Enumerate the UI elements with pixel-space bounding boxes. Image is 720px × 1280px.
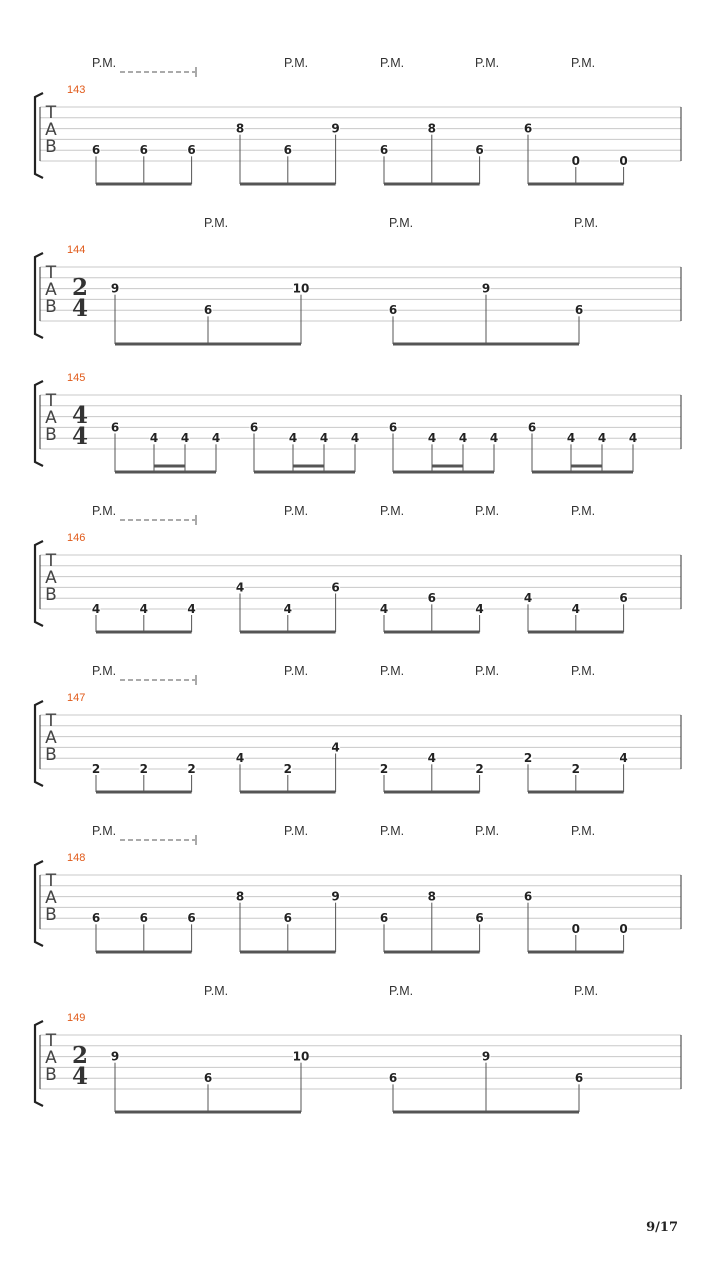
measure-number: 145 bbox=[67, 372, 86, 384]
fret-number: 4 bbox=[149, 431, 159, 446]
time-sig-denominator: 4 bbox=[71, 423, 89, 450]
palm-mute-label: P.M. bbox=[475, 56, 500, 70]
system-bracket bbox=[35, 541, 43, 626]
palm-mute-label: P.M. bbox=[284, 56, 309, 70]
fret-number: 6 bbox=[427, 591, 436, 606]
fret-number: 6 bbox=[523, 121, 533, 136]
fret-number: 6 bbox=[619, 591, 628, 606]
palm-mute-label: P.M. bbox=[380, 56, 405, 70]
fret-number: 6 bbox=[283, 143, 292, 158]
tab-system-145 bbox=[35, 372, 681, 472]
system-bracket bbox=[35, 701, 43, 786]
fret-number: 6 bbox=[139, 143, 148, 158]
fret-number: 4 bbox=[180, 431, 190, 446]
fret-number: 2 bbox=[139, 762, 148, 776]
fret-number: 4 bbox=[319, 431, 329, 446]
palm-mute-label: P.M. bbox=[389, 984, 414, 998]
fret-number: 4 bbox=[331, 740, 340, 755]
palm-mute-label: P.M. bbox=[571, 664, 596, 678]
fret-number: 6 bbox=[388, 1071, 398, 1086]
fret-number: 6 bbox=[379, 143, 389, 158]
palm-mute-label: P.M. bbox=[475, 504, 500, 518]
tab-clef-letter: A bbox=[45, 280, 57, 300]
fret-number: 6 bbox=[203, 303, 213, 318]
tab-clef-letter: B bbox=[45, 585, 57, 605]
fret-number: 4 bbox=[597, 431, 607, 446]
fret-number: 4 bbox=[427, 431, 437, 446]
tab-clef-letter: T bbox=[45, 103, 57, 123]
fret-number: 4 bbox=[571, 602, 580, 616]
fret-number: 9 bbox=[110, 281, 120, 296]
fret-number: 4 bbox=[475, 602, 484, 616]
fret-number: 8 bbox=[427, 889, 436, 904]
fret-number: 6 bbox=[139, 911, 148, 926]
fret-number: 0 bbox=[619, 922, 628, 936]
fret-number: 0 bbox=[571, 154, 580, 168]
fret-number: 0 bbox=[571, 922, 580, 936]
measure-number: 146 bbox=[67, 532, 86, 544]
fret-number: 6 bbox=[283, 911, 292, 926]
system-bracket bbox=[35, 861, 43, 946]
fret-number: 6 bbox=[91, 143, 101, 158]
fret-number: 8 bbox=[235, 121, 245, 136]
fret-number: 6 bbox=[388, 303, 398, 318]
measure-number: 143 bbox=[67, 84, 86, 96]
time-sig-denominator: 4 bbox=[71, 295, 89, 322]
fret-number: 6 bbox=[91, 911, 101, 926]
tab-clef-letter: A bbox=[45, 408, 57, 428]
tab-clef-letter: T bbox=[45, 871, 57, 891]
tab-system-146 bbox=[35, 504, 681, 632]
tab-clef-letter: B bbox=[45, 297, 57, 317]
tab-clef-letter: T bbox=[45, 1031, 57, 1051]
fret-number: 10 bbox=[292, 281, 310, 296]
tab-clef-letter: B bbox=[45, 137, 57, 157]
palm-mute-label: P.M. bbox=[380, 664, 405, 678]
palm-mute-label: P.M. bbox=[574, 216, 599, 230]
fret-number: 9 bbox=[331, 121, 340, 136]
fret-number: 6 bbox=[388, 420, 398, 435]
fret-number: 9 bbox=[481, 1049, 491, 1064]
tab-clef-letter: T bbox=[45, 391, 57, 411]
fret-number: 6 bbox=[523, 889, 533, 904]
palm-mute-label: P.M. bbox=[92, 664, 117, 678]
measure-number: 149 bbox=[67, 1012, 86, 1024]
palm-mute-label: P.M. bbox=[571, 824, 596, 838]
fret-number: 6 bbox=[187, 143, 196, 158]
palm-mute-label: P.M. bbox=[380, 504, 405, 518]
palm-mute-label: P.M. bbox=[204, 984, 229, 998]
palm-mute-label: P.M. bbox=[475, 824, 500, 838]
fret-number: 6 bbox=[249, 420, 259, 435]
palm-mute-label: P.M. bbox=[380, 824, 405, 838]
fret-number: 6 bbox=[475, 143, 484, 158]
fret-number: 4 bbox=[427, 751, 436, 766]
fret-number: 2 bbox=[91, 762, 101, 776]
palm-mute-label: P.M. bbox=[92, 56, 117, 70]
fret-number: 6 bbox=[187, 911, 196, 926]
palm-mute-label: P.M. bbox=[92, 824, 117, 838]
system-bracket bbox=[35, 381, 43, 466]
fret-number: 2 bbox=[571, 762, 580, 776]
fret-number: 2 bbox=[379, 762, 389, 776]
fret-number: 4 bbox=[187, 602, 196, 616]
fret-number: 6 bbox=[110, 420, 120, 435]
fret-number: 6 bbox=[574, 303, 584, 318]
tab-clef-letter: A bbox=[45, 1048, 57, 1068]
fret-number: 8 bbox=[235, 889, 245, 904]
tab-clef-letter: A bbox=[45, 120, 57, 140]
fret-number: 9 bbox=[331, 889, 340, 904]
tab-clef-letter: B bbox=[45, 905, 57, 925]
fret-number: 4 bbox=[235, 580, 245, 595]
page-number: 9/17 bbox=[646, 1220, 678, 1235]
palm-mute-label: P.M. bbox=[389, 216, 414, 230]
palm-mute-label: P.M. bbox=[204, 216, 229, 230]
fret-number: 4 bbox=[619, 751, 628, 766]
palm-mute-label: P.M. bbox=[92, 504, 117, 518]
tab-system-147 bbox=[35, 664, 681, 792]
fret-number: 4 bbox=[91, 602, 101, 616]
palm-mute-label: P.M. bbox=[571, 504, 596, 518]
measure-number: 147 bbox=[67, 692, 86, 704]
fret-number: 4 bbox=[523, 591, 533, 606]
tab-clef-letter: T bbox=[45, 711, 57, 731]
time-sig-numerator: 2 bbox=[71, 274, 89, 301]
measure-number: 148 bbox=[67, 852, 86, 864]
fret-number: 9 bbox=[481, 281, 491, 296]
fret-number: 4 bbox=[350, 431, 360, 446]
fret-number: 6 bbox=[527, 420, 537, 435]
system-bracket bbox=[35, 253, 43, 338]
fret-number: 6 bbox=[475, 911, 484, 926]
tab-clef-letter: A bbox=[45, 568, 57, 588]
fret-number: 9 bbox=[110, 1049, 120, 1064]
palm-mute-label: P.M. bbox=[571, 56, 596, 70]
fret-number: 2 bbox=[475, 762, 484, 776]
tab-clef-letter: B bbox=[45, 745, 57, 765]
tab-system-148 bbox=[35, 824, 681, 952]
tab-system-144 bbox=[35, 216, 681, 344]
fret-number: 4 bbox=[211, 431, 221, 446]
fret-number: 4 bbox=[235, 751, 245, 766]
tab-clef-letter: A bbox=[45, 888, 57, 908]
fret-number: 6 bbox=[331, 580, 340, 595]
palm-mute-label: P.M. bbox=[284, 824, 309, 838]
fret-number: 4 bbox=[489, 431, 499, 446]
fret-number: 4 bbox=[139, 602, 148, 616]
fret-number: 4 bbox=[288, 431, 298, 446]
system-bracket bbox=[35, 1021, 43, 1106]
palm-mute-label: P.M. bbox=[284, 504, 309, 518]
time-sig-denominator: 4 bbox=[71, 1063, 89, 1090]
fret-number: 8 bbox=[427, 121, 436, 136]
tab-clef-letter: B bbox=[45, 425, 57, 445]
fret-number: 4 bbox=[458, 431, 468, 446]
time-sig-numerator: 2 bbox=[71, 1042, 89, 1069]
tab-system-149 bbox=[35, 984, 681, 1112]
tab-clef-letter: T bbox=[45, 551, 57, 571]
system-bracket bbox=[35, 93, 43, 178]
fret-number: 4 bbox=[628, 431, 638, 446]
fret-number: 0 bbox=[619, 154, 628, 168]
tab-system-143 bbox=[35, 56, 681, 184]
fret-number: 2 bbox=[283, 762, 292, 776]
tab-clef-letter: T bbox=[45, 263, 57, 283]
fret-number: 2 bbox=[523, 751, 533, 766]
fret-number: 4 bbox=[566, 431, 576, 446]
palm-mute-label: P.M. bbox=[574, 984, 599, 998]
fret-number: 6 bbox=[379, 911, 389, 926]
fret-number: 6 bbox=[203, 1071, 213, 1086]
fret-number: 2 bbox=[187, 762, 196, 776]
measure-number: 144 bbox=[67, 244, 86, 256]
palm-mute-label: P.M. bbox=[475, 664, 500, 678]
tab-clef-letter: A bbox=[45, 728, 57, 748]
fret-number: 4 bbox=[379, 602, 389, 616]
palm-mute-label: P.M. bbox=[284, 664, 309, 678]
tab-clef-letter: B bbox=[45, 1065, 57, 1085]
fret-number: 6 bbox=[574, 1071, 584, 1086]
fret-number: 4 bbox=[283, 602, 292, 616]
time-sig-numerator: 4 bbox=[71, 402, 89, 429]
fret-number: 10 bbox=[292, 1049, 310, 1064]
